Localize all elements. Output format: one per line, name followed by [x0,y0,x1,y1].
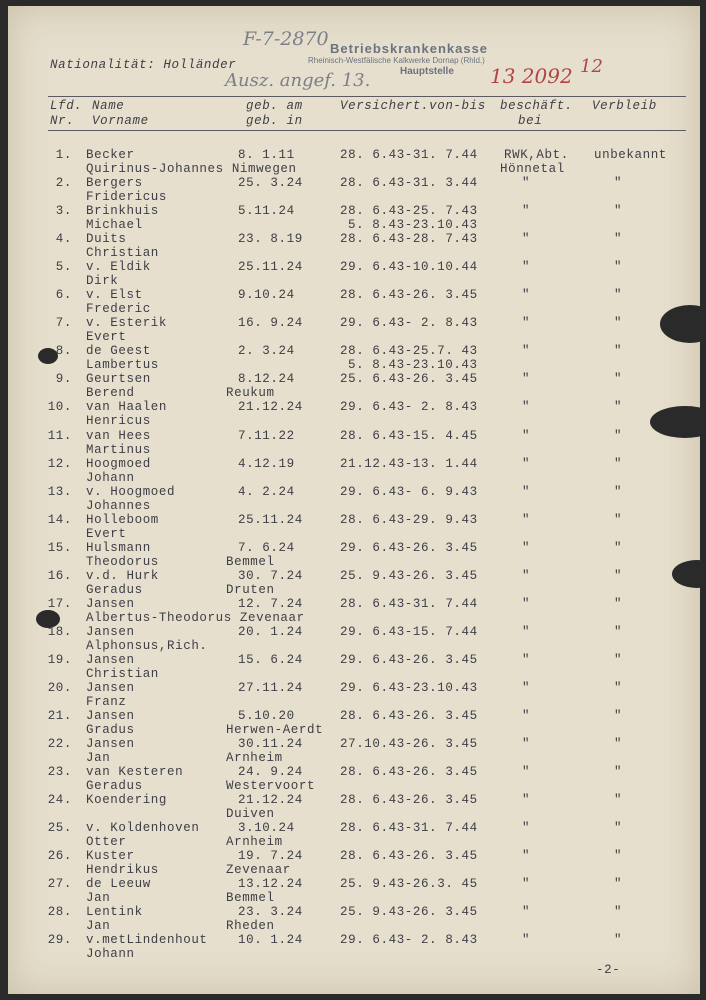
archive-reference: F-7-2870 [243,28,329,50]
cell-ins1: 28. 6.43-26. 3.45 [340,288,478,303]
cell-first: Evert [86,526,127,541]
cell-name: Kuster [86,849,135,864]
cell-nr: 20. [47,680,72,695]
cell-name: Bergers [86,176,143,191]
page-number: -2- [596,963,621,977]
table-row [0,709,700,737]
cell-nr: 24. [47,793,72,808]
cell-first: Theodorus [86,554,159,569]
cell-nr: 2. [55,176,72,191]
cell-ver: " [614,288,623,303]
cell-emp1: " [522,428,531,443]
cell-ver: " [614,372,623,387]
cell-ver: " [614,428,623,443]
cell-date: 8. 1.11 [238,148,295,162]
cell-ver: " [614,540,623,555]
cell-date: 13.12.24 [238,877,303,892]
cell-emp1: " [522,849,531,864]
cell-ver: " [614,568,623,583]
cell-ver: " [614,680,623,695]
cell-emp1: " [522,652,531,667]
stamp-subtitle: Rheinisch-Westfälische Kalkwerke Dornap (Rhld.) [308,56,485,65]
cell-ins2: 5. 8.43-23.10.43 [348,218,478,233]
cell-emp1: " [522,344,531,359]
cell-name: v. Hoogmoed [86,484,176,499]
cell-place: Zevenaar [226,863,291,878]
cell-place: Duiven [226,807,275,822]
cell-ver: " [614,344,623,359]
cell-emp1: " [522,260,531,275]
col-nr-top: Lfd. [50,99,83,113]
cell-ins1: 28. 6.43-31. 3.44 [340,176,478,191]
col-born-bottom: geb. in [246,114,303,128]
cell-date: 5.11.24 [238,204,295,219]
cell-emp1: " [522,540,531,555]
table-row [0,148,700,176]
cell-ins1: 28. 6.43-28. 7.43 [340,232,478,247]
cell-ins1: 27.10.43-26. 3.45 [340,737,478,752]
cell-date: 7. 6.24 [238,540,295,555]
cell-ins1: 29. 6.43- 6. 9.43 [340,484,478,499]
cell-emp1: " [522,737,531,752]
cell-name: Brinkhuis [86,204,159,219]
cell-first: Berend [86,386,135,401]
cell-name: Jansen [86,737,135,752]
cell-name: v. Koldenhoven [86,821,200,836]
cell-ins1: 29. 6.43- 2. 8.43 [340,400,478,415]
table-row [0,457,700,485]
cell-ver: " [614,737,623,752]
cell-date: 25. 3.24 [238,176,303,191]
cell-ins1: 29. 6.43-26. 3.45 [340,652,478,667]
cell-name: Jansen [86,680,135,695]
cell-date: 16. 9.24 [238,316,303,331]
cell-ins1: 28. 6.43-26. 3.45 [340,793,478,808]
cell-first: Alphonsus,Rich. [86,638,208,653]
cell-nr: 11. [47,428,72,443]
cell-first: Otter [86,835,127,850]
table-row [0,204,700,232]
cell-date: 4.12.19 [238,456,295,471]
cell-nr: 4. [55,232,72,247]
cell-emp1: " [522,596,531,611]
cell-ver: " [614,821,623,836]
col-whereabouts: Verbleib [592,99,657,113]
cell-name: Koendering [86,793,168,808]
cell-ver: " [614,456,623,471]
cell-emp1: " [522,232,531,247]
cell-nr: 3. [55,204,72,219]
cell-name: de Geest [86,344,151,359]
cell-first: Hendrikus [86,863,159,878]
cell-nr: 15. [47,540,72,555]
cell-nr: 17. [47,596,72,611]
cell-nr: 7. [55,316,72,331]
cell-name: van Hees [86,428,151,443]
col-employed-bottom: bei [518,114,543,128]
cell-emp1: " [522,512,531,527]
cell-ins1: 28. 6.43-25.7. 43 [340,344,478,359]
cell-date: 25.11.24 [238,512,303,527]
cell-place: Bemmel [226,891,275,906]
stamp-office: Hauptstelle [400,66,454,77]
cell-ver: " [614,849,623,864]
cell-ins1: 28. 6.43-25. 7.43 [340,204,478,219]
cell-name: Hulsmann [86,540,151,555]
cell-nr: 8. [55,344,72,359]
cell-emp1: " [522,793,531,808]
cell-nr: 1. [55,148,72,162]
cell-ver: " [614,484,623,499]
cell-first: Christian [86,666,159,681]
stamp-title: Betriebskrankenkasse [330,41,489,56]
table-row [0,933,700,961]
cell-first: Johann [86,947,135,962]
cell-first: Fridericus [86,190,168,205]
cell-emp1: " [522,905,531,920]
cell-ver: " [614,316,623,331]
cell-first: Johannes [86,498,151,513]
cell-emp1: " [522,484,531,499]
cell-ins1: 28. 6.43-31. 7.44 [340,148,478,162]
cell-name: Jansen [86,624,135,639]
cell-nr: 27. [47,877,72,892]
cell-place: Arnheim [226,835,283,850]
cell-ver: " [614,793,623,808]
handwritten-note: Ausz. angef. 13. [225,70,371,91]
cell-place: Druten [226,582,275,597]
cell-date: 30.11.24 [238,737,303,752]
red-mark: 13 2092 [490,64,573,88]
table-row [0,569,700,597]
cell-name: Jansen [86,596,135,611]
cell-first: Lambertus [86,358,159,373]
cell-ins1: 29. 6.43-23.10.43 [340,680,478,695]
cell-first: Martinus [86,442,151,457]
table-row [0,597,700,625]
cell-date: 27.11.24 [238,680,303,695]
table-row [0,737,700,765]
cell-emp1: " [522,456,531,471]
cell-emp1: " [522,372,531,387]
cell-ins1: 29. 6.43-10.10.44 [340,260,478,275]
table-row [0,260,700,288]
cell-emp1: " [522,709,531,723]
cell-ins1: 28. 6.43-26. 3.45 [340,709,478,723]
cell-first: Geradus [86,582,143,597]
cell-ver: " [614,176,623,191]
cell-date: 15. 6.24 [238,652,303,667]
table-row [0,849,700,877]
cell-nr: 23. [47,765,72,780]
cell-first: Quirinus-Johannes Nimwegen [86,162,297,176]
cell-name: v. Eldik [86,260,151,275]
cell-date: 3.10.24 [238,821,295,836]
cell-name: de Leeuw [86,877,151,892]
cell-nr: 21. [47,709,72,723]
cell-date: 21.12.24 [238,400,303,415]
cell-nr: 16. [47,568,72,583]
col-nr-bottom: Nr. [50,114,75,128]
cell-nr: 22. [47,737,72,752]
cell-ver: " [614,596,623,611]
cell-ver: " [614,260,623,275]
cell-emp1: " [522,204,531,219]
table-row [0,905,700,933]
table-row [0,400,700,428]
cell-name: Becker [86,148,135,162]
cell-name: Geurtsen [86,372,151,387]
table-row [0,877,700,905]
header-rule-top [48,96,686,97]
cell-date: 24. 9.24 [238,765,303,780]
table-row [0,541,700,569]
cell-date: 7.11.22 [238,428,295,443]
cell-ins1: 28. 6.43-31. 7.44 [340,596,478,611]
cell-first: Johann [86,470,135,485]
cell-nr: 5. [55,260,72,275]
cell-ver: " [614,624,623,639]
table-row [0,513,700,541]
cell-ver: " [614,765,623,780]
cell-nr: 25. [47,821,72,836]
cell-emp1: " [522,624,531,639]
cell-first: Jan [86,751,111,766]
table-row [0,232,700,260]
cell-date: 19. 7.24 [238,849,303,864]
cell-first: Henricus [86,414,151,429]
cell-ver: " [614,933,623,948]
cell-first: Evert [86,330,127,345]
cell-first: Gradus [86,723,135,737]
cell-nr: 26. [47,849,72,864]
cell-emp1: " [522,316,531,331]
table-row [0,821,700,849]
cell-emp1: " [522,933,531,948]
cell-name: Holleboom [86,512,159,527]
cell-nr: 28. [47,905,72,920]
col-employed-top: beschäft. [500,99,573,113]
cell-name: Duits [86,232,127,247]
table-row [0,344,700,372]
cell-ins1: 28. 6.43-15. 4.45 [340,428,478,443]
header-rule-bottom [48,130,686,131]
cell-date: 9.10.24 [238,288,295,303]
col-name-bottom: Vorname [92,114,149,128]
cell-first: Michael [86,218,143,233]
cell-ver: " [614,204,623,219]
cell-emp1: " [522,288,531,303]
handwritten-number: 12 [580,56,603,77]
cell-emp1: RWK,Abt. [504,148,569,162]
table-row [0,793,700,821]
cell-name: v. Elst [86,288,143,303]
table-row [0,653,700,681]
cell-ver: " [614,652,623,667]
cell-nr: 9. [55,372,72,387]
cell-emp1: " [522,176,531,191]
cell-name: v. Esterik [86,316,168,331]
col-born-top: geb. am [246,99,303,113]
cell-ins1: 25. 9.43-26.3. 45 [340,877,478,892]
cell-place: Reukum [226,386,275,401]
cell-date: 10. 1.24 [238,933,303,948]
cell-place: Bemmel [226,554,275,569]
cell-first: Jan [86,919,111,934]
cell-ver: " [614,709,623,723]
cell-first: Dirk [86,274,119,289]
cell-nr: 19. [47,652,72,667]
cell-ins1: 29. 6.43-26. 3.45 [340,540,478,555]
cell-ins1: 25. 9.43-26. 3.45 [340,905,478,920]
cell-first: Franz [86,694,127,709]
cell-ins1: 29. 6.43-15. 7.44 [340,624,478,639]
cell-date: 23. 3.24 [238,905,303,920]
cell-ins1: 29. 6.43- 2. 8.43 [340,316,478,331]
cell-date: 21.12.24 [238,793,303,808]
cell-ver: " [614,232,623,247]
cell-date: 20. 1.24 [238,624,303,639]
cell-nr: 13. [47,484,72,499]
cell-nr: 14. [47,512,72,527]
cell-name: Lentink [86,905,143,920]
cell-name: v.metLindenhout [86,933,208,948]
cell-nr: 18. [47,624,72,639]
cell-name: Jansen [86,652,135,667]
col-insured: Versichert.von-bis [340,99,486,113]
cell-nr: 12. [47,456,72,471]
cell-date: 5.10.20 [238,709,295,723]
table-row [0,681,700,709]
col-name-top: Name [92,99,125,113]
cell-ver: " [614,400,623,415]
cell-first: Albertus-Theodorus Zevenaar [86,610,305,625]
cell-ins1: 25. 6.43-26. 3.45 [340,372,478,387]
cell-ver: unbekannt [594,148,667,162]
cell-nr: 10. [47,400,72,415]
cell-place: Arnheim [226,751,283,766]
cell-ins1: 28. 6.43-26. 3.45 [340,849,478,864]
cell-first: Geradus [86,779,143,794]
cell-ins1: 28. 6.43-26. 3.45 [340,765,478,780]
cell-ins1: 25. 9.43-26. 3.45 [340,568,478,583]
cell-emp1: " [522,765,531,780]
cell-first: Jan [86,891,111,906]
cell-ins2: 5. 8.43-23.10.43 [348,358,478,373]
table-row [0,372,700,400]
cell-date: 25.11.24 [238,260,303,275]
cell-ins1: 28. 6.43-31. 7.44 [340,821,478,836]
cell-date: 30. 7.24 [238,568,303,583]
cell-date: 8.12.24 [238,372,295,387]
cell-first: Frederic [86,302,151,317]
cell-name: van Haalen [86,400,168,415]
cell-name: v.d. Hurk [86,568,159,583]
cell-ins1: 28. 6.43-29. 9.43 [340,512,478,527]
cell-date: 4. 2.24 [238,484,295,499]
cell-name: van Kesteren [86,765,184,780]
cell-ver: " [614,512,623,527]
table-row [0,485,700,513]
cell-ver: " [614,905,623,920]
cell-place: Westervoort [226,779,316,794]
cell-emp1: " [522,821,531,836]
table-row [0,429,700,457]
table-row [0,625,700,653]
table-row [0,288,700,316]
cell-emp1: " [522,877,531,892]
cell-emp1: " [522,400,531,415]
cell-name: Jansen [86,709,135,723]
cell-date: 12. 7.24 [238,596,303,611]
cell-first: Christian [86,246,159,261]
cell-emp1: " [522,680,531,695]
cell-nr: 29. [47,933,72,948]
cell-ins1: 21.12.43-13. 1.44 [340,456,478,471]
table-row [0,176,700,204]
cell-date: 23. 8.19 [238,232,303,247]
cell-place: Rheden [226,919,275,934]
cell-date: 2. 3.24 [238,344,295,359]
nationality-label: Nationalität: Holländer [50,58,237,72]
cell-name: Hoogmoed [86,456,151,471]
table-row [0,765,700,793]
cell-ver: " [614,877,623,892]
cell-ins1: 29. 6.43- 2. 8.43 [340,933,478,948]
cell-emp2: Hönnetal [500,162,565,176]
table-row [0,316,700,344]
cell-nr: 6. [55,288,72,303]
cell-place: Herwen-Aerdt [226,723,324,737]
cell-emp1: " [522,568,531,583]
